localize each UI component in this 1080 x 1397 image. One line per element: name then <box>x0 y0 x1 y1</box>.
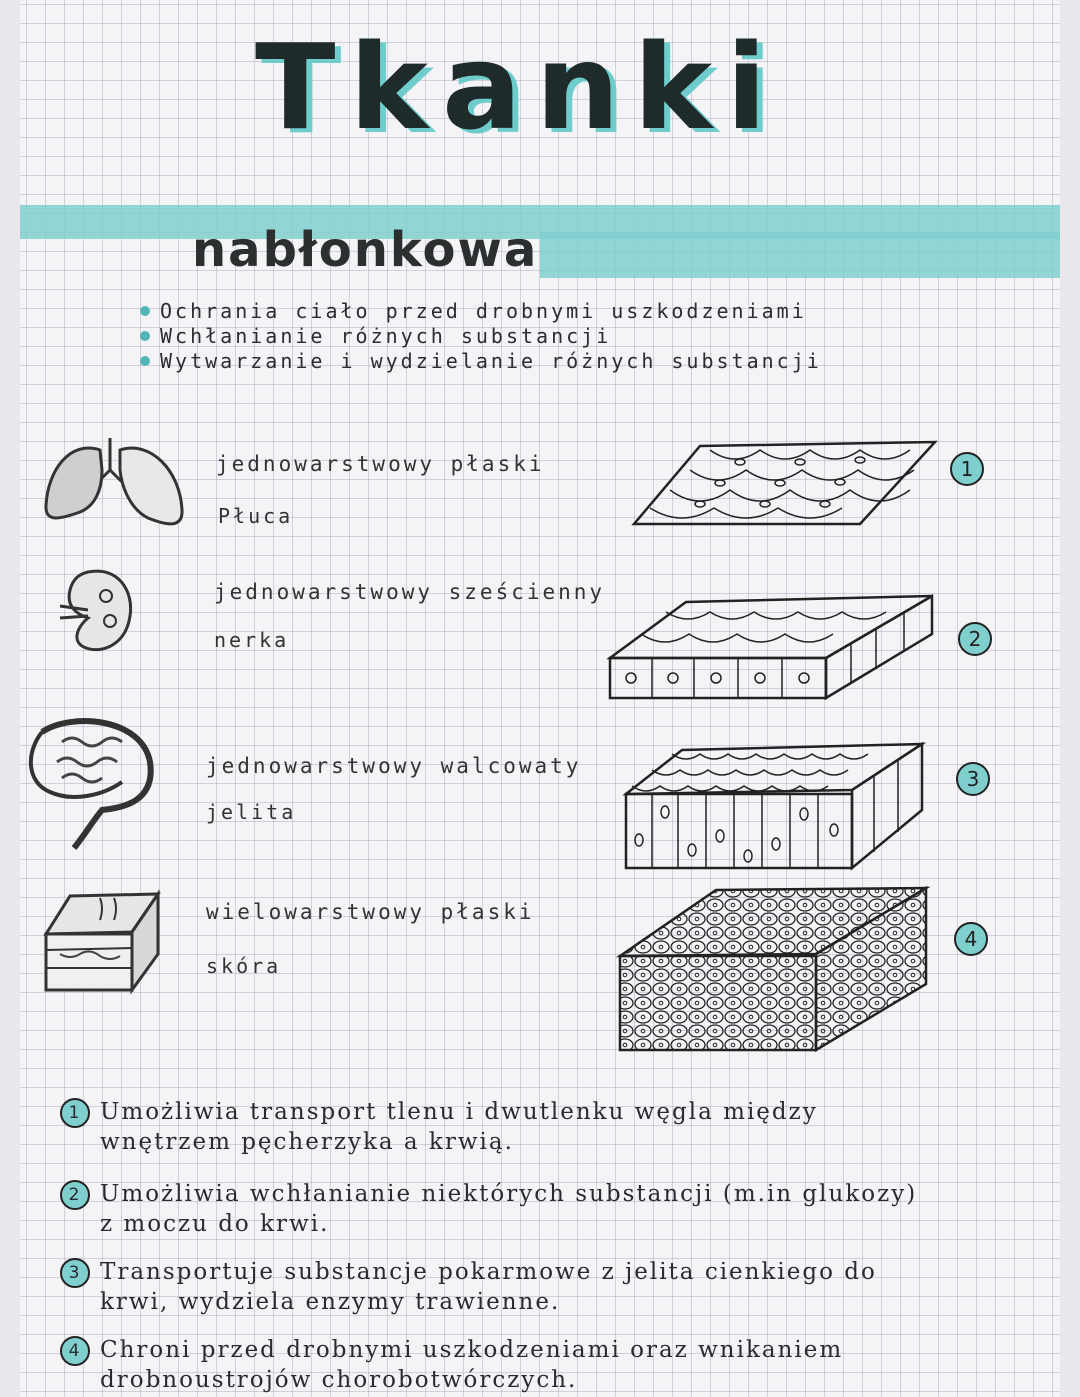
bullet-text: Wytwarzanie i wydzielanie różnych substancji <box>160 348 822 373</box>
lungs-icon <box>40 430 190 535</box>
bullet-icon <box>140 306 150 316</box>
note-item <box>60 1336 1050 1395</box>
tissue-type-label: jednowarstwowy sześcienny <box>214 580 606 604</box>
list-item <box>140 348 960 373</box>
note-line: krwi, wydziela enzymy trawienne. <box>100 1289 561 1315</box>
number-badge: 2 <box>958 622 992 656</box>
note-number-badge: 3 <box>60 1258 90 1288</box>
note-item <box>60 1098 1050 1157</box>
note-number-badge: 2 <box>60 1180 90 1210</box>
note-line: wnętrzem pęcherzyka a krwią. <box>100 1129 514 1155</box>
note-line: z moczu do krwi. <box>100 1211 330 1237</box>
bullet-text: Ochrania ciało przed drobnymi uszkodzeniami <box>160 298 807 323</box>
note-item <box>60 1180 1050 1239</box>
note-line: drobnoustrojów chorobotwórczych. <box>100 1367 578 1393</box>
cuboidal-epithelium-diagram <box>606 592 936 702</box>
columnar-epithelium-diagram <box>622 740 932 872</box>
organ-label: nerka <box>214 628 290 652</box>
note-number-badge: 4 <box>60 1336 90 1366</box>
note-line: Chroni przed drobnymi uszkodzeniami oraz wnikaniem <box>100 1337 844 1363</box>
list-item <box>140 323 960 348</box>
tissue-type-label: jednowarstwowy walcowaty <box>206 754 582 778</box>
note-item <box>60 1258 1050 1317</box>
page-title: Tkanki <box>255 18 781 156</box>
list-item <box>140 298 960 323</box>
note-line: Umożliwia transport tlenu i dwutlenku węgla między <box>100 1099 818 1125</box>
highlight-band-title <box>540 232 1060 278</box>
number-badge: 3 <box>956 762 990 796</box>
organ-label: jelita <box>206 800 297 824</box>
flat-epithelium-diagram <box>630 438 940 530</box>
bullet-icon <box>140 331 150 341</box>
intestine-icon <box>22 712 158 852</box>
organ-label: Płuca <box>218 504 294 528</box>
organ-label: skóra <box>206 954 282 978</box>
section-title: nabłonkowa <box>192 222 539 278</box>
note-line: Transportuje substancje pokarmowe z jelita cienkiego do <box>100 1259 877 1285</box>
number-badge: 4 <box>954 922 988 956</box>
note-number-badge: 1 <box>60 1098 90 1128</box>
bullet-icon <box>140 356 150 366</box>
tissue-type-label: jednowarstwowy płaski <box>216 452 545 476</box>
stratified-epithelium-diagram <box>616 884 932 1054</box>
bullet-text: Wchłanianie różnych substancji <box>160 323 612 348</box>
skin-icon <box>40 888 162 998</box>
kidney-icon <box>58 566 138 656</box>
number-badge: 1 <box>950 452 984 486</box>
bullet-list <box>140 298 960 373</box>
tissue-type-label: wielowarstwowy płaski <box>206 900 535 924</box>
note-line: Umożliwia wchłanianie niektórych substancji (m.in glukozy) <box>100 1181 918 1207</box>
